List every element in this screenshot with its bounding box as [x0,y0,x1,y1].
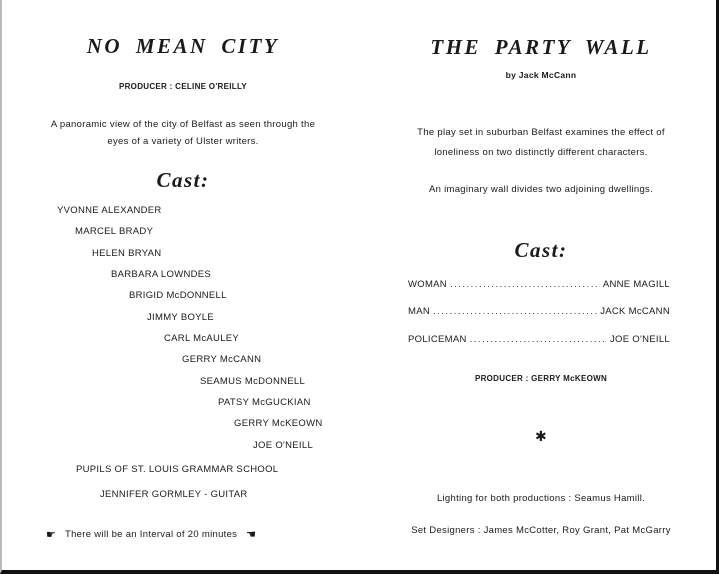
designers-credit: Set Designers : James McCotter, Roy Grant, Pat McGarry [411,525,671,536]
description-line: The play set in suburban Belfast examines the effect of [417,127,665,138]
cast-member: BARBARA LOWNDES [111,269,212,280]
description-line: eyes of a variety of Ulster writers. [107,136,259,147]
cast-member: YVONNE ALEXANDER [57,205,162,216]
role-row [408,279,670,290]
cast-member: CARL McAULEY [164,333,240,344]
leader-dots [470,334,607,345]
cast-member: JOE O'NEILL [253,440,314,451]
role-name: WOMAN [408,279,447,290]
actor-name: ANNE MAGILL [602,279,670,290]
cast-member: HELEN BRYAN [92,248,162,259]
author-credit: by Jack McCann [505,70,577,80]
guitar-credit: JENNIFER GORMLEY - GUITAR [100,489,248,500]
actor-name: JACK McCANN [600,306,670,317]
lighting-credit: Lighting for both productions : Seamus Hamill. [436,493,646,504]
producer-credit: PRODUCER : GERRY McKEOWN [474,374,608,383]
cast-member: BRIGID McDONNELL [129,290,227,301]
leader-dots [433,306,597,317]
pointing-hand-left-icon: ☚ [246,529,257,541]
cast-heading: Cast: [156,168,210,192]
play-description [2,116,364,150]
description-line: A panoramic view of the city of Belfast as seen through the [50,119,316,130]
pointing-hand-right-icon: ☛ [46,529,57,541]
role-row [408,306,670,317]
cast-heading: Cast: [514,238,568,262]
star-icon: ✱ [535,428,547,444]
cast-member: SEAMUS McDONNELL [200,376,306,387]
play-title: NO MEAN CITY [86,34,280,58]
role-row [408,334,670,345]
play-title: THE PARTY WALL [430,35,652,59]
description-line: An imaginary wall divides two adjoining dwellings. [428,184,654,195]
leader-dots [450,279,600,290]
interval-text: There will be an Interval of 20 minutes [65,529,238,541]
cast-member: JIMMY BOYLE [147,312,215,323]
role-name: POLICEMAN [408,334,467,345]
interval-note [46,528,256,541]
cast-member: GERRY McCANN [182,354,262,365]
school-credit: PUPILS OF ST. LOUIS GRAMMAR SCHOOL [76,464,279,475]
producer-credit: PRODUCER : CELINE O'REILLY [118,82,248,91]
cast-member: GERRY McKEOWN [234,418,323,429]
cast-member: MARCEL BRADY [75,226,154,237]
actor-name: JOE O'NEILL [609,334,670,345]
role-name: MAN [408,306,431,317]
cast-member: PATSY McGUCKIAN [218,397,311,408]
description-line: loneliness on two distinctly different characters. [434,147,648,158]
play-description [364,123,718,163]
